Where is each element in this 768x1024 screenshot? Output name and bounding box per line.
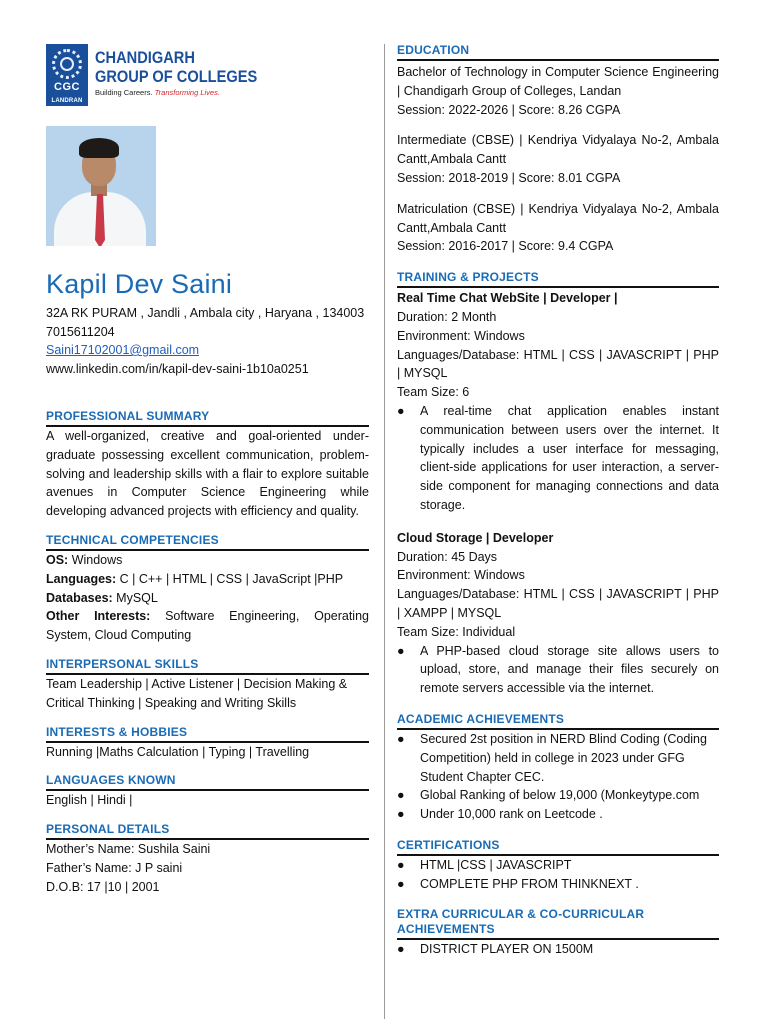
tech-other-interests: Other Interests: Software Engineering, Operating System, Cloud Computing [46, 609, 369, 643]
education-session: Session: 2016-2017 | Score: 9.4 CGPA [397, 239, 614, 254]
seal-location: LANDRAN [51, 98, 83, 104]
project-item [397, 289, 719, 515]
project-duration: Duration: 45 Days [397, 549, 498, 564]
list-item: ● A real-time chat application enables instant communication between users over the internet. It typically includes a user interface for messaging, client-side applications for user interaction, a server-side component for managing connections and data storage. [397, 403, 719, 512]
section-heading: PERSONAL DETAILS [46, 822, 369, 840]
section-heading: ACADEMIC ACHIEVEMENTS [397, 712, 719, 730]
bullet-icon: ● [397, 403, 405, 418]
left-column [46, 44, 369, 897]
section-heading: CERTIFICATIONS [397, 838, 719, 856]
list-item: ● DISTRICT PLAYER ON 1500M [397, 940, 719, 959]
personal-section [46, 822, 369, 896]
technical-section [46, 533, 369, 645]
bullet-icon: ● [397, 876, 405, 891]
tech-os: OS: Windows [46, 552, 123, 567]
section-heading: EXTRA CURRICULAR & CO-CURRICULAR ACHIEVEMENTS [397, 907, 719, 940]
project-team-size: Team Size: 6 [397, 385, 470, 400]
gear-icon [52, 49, 82, 79]
section-heading: EDUCATION [397, 43, 719, 61]
education-title: Matriculation (CBSE) | Kendriya Vidyalaya No-2, Ambala Cantt,Ambala Cantt [397, 201, 719, 235]
tagline-part-2: Transforming Lives. [154, 88, 220, 97]
project-languages: Languages/Database: HTML | CSS | JAVASCRIPT | PHP | XAMPP | MYSQL [397, 587, 719, 620]
interpersonal-text: Team Leadership | Active Listener | Decision Making & Critical Thinking | Speaking and Writing Skills [46, 676, 348, 710]
certifications-section [397, 838, 719, 894]
project-title: Real Time Chat WebSite | Developer | [397, 291, 618, 306]
project-item [397, 529, 719, 698]
extracurricular-list [397, 940, 719, 959]
bullet-icon: ● [397, 731, 405, 746]
academic-list [397, 730, 719, 824]
right-column [397, 43, 719, 959]
interests-section [46, 725, 369, 762]
column-divider [384, 44, 385, 1019]
project-environment: Environment: Windows [397, 568, 525, 583]
project-team-size: Team Size: Individual [397, 624, 516, 639]
education-item [397, 63, 719, 119]
email-link[interactable]: Saini17102001@gmail.com [46, 343, 200, 357]
linkedin-url[interactable]: www.linkedin.com/in/kapil-dev-saini-1b10a0251 [46, 361, 309, 376]
interpersonal-section [46, 657, 369, 713]
education-session: Session: 2022-2026 | Score: 8.26 CGPA [397, 102, 621, 117]
section-heading: INTERPERSONAL SKILLS [46, 657, 369, 675]
contact-block [46, 304, 369, 378]
project-environment: Environment: Windows [397, 328, 525, 343]
education-title: Intermediate (CBSE) | Kendriya Vidyalaya No-2, Ambala Cantt,Ambala Cantt [397, 133, 719, 167]
languages-text: English | Hindi | [46, 793, 133, 808]
phone-number: 7015611204 [46, 324, 115, 339]
date-of-birth: D.O.B: 17 |10 | 2001 [46, 879, 160, 894]
address: 32A RK PURAM , Jandli , Ambala city , Haryana , 134003 [46, 306, 365, 320]
project-duration: Duration: 2 Month [397, 309, 497, 324]
section-heading: INTERESTS & HOBBIES [46, 725, 369, 743]
project-bullets [397, 642, 719, 698]
tech-languages: Languages: C | C++ | HTML | CSS | JavaScript |PHP [46, 571, 344, 586]
bullet-icon: ● [397, 643, 405, 658]
tagline-part-1: Building Careers. [95, 88, 155, 97]
list-item: ● HTML |CSS | JAVASCRIPT [397, 856, 719, 875]
list-item: ● COMPLETE PHP FROM THINKNEXT . [397, 875, 719, 894]
college-logo [46, 44, 369, 106]
tech-databases: Databases: MySQL [46, 590, 158, 605]
interests-text: Running |Maths Calculation | Typing | Travelling [46, 744, 310, 759]
section-heading: TECHNICAL COMPETENCIES [46, 533, 369, 551]
extracurricular-section [397, 907, 719, 959]
project-title: Cloud Storage | Developer [397, 530, 554, 545]
bullet-icon: ● [397, 807, 405, 822]
father-name: Father’s Name: J P saini [46, 860, 183, 875]
education-section [397, 43, 719, 256]
bullet-icon: ● [397, 942, 405, 957]
list-item: ● Secured 2st position in NERD Blind Coding (Coding Competition) held in college in 2023 under GFG Student Chapter CEC. [397, 731, 707, 784]
summary-text: A well-organized, creative and goal-oriented under-graduate possessing excellent communication, problem-solving and leadership skills with a flair to explore suitable avenues in Computer Science Engineering while developing advanced projects with efficiency and quality. [46, 429, 369, 519]
list-item: ● Under 10,000 rank on Leetcode . [397, 805, 719, 824]
logo-tagline [95, 88, 284, 97]
section-heading: PROFESSIONAL SUMMARY [46, 409, 369, 427]
languages-section [46, 773, 369, 810]
section-heading: LANGUAGES KNOWN [46, 773, 369, 791]
education-title: Bachelor of Technology in Computer Science Engineering | Chandigarh Group of Colleges, Landan [397, 65, 719, 98]
academic-section [397, 712, 719, 824]
list-item: ● A PHP-based cloud storage site allows users to upload, store, and manage their files securely on remote servers accessible via the internet. [397, 643, 719, 696]
seal-abbreviation: CGC [54, 81, 80, 93]
mother-name: Mother’s Name: Sushila Saini [46, 842, 211, 857]
summary-section [46, 409, 369, 521]
education-item [397, 200, 719, 256]
bullet-icon: ● [397, 857, 405, 872]
bullet-icon: ● [397, 788, 405, 803]
project-languages: Languages/Database: HTML | CSS | JAVASCRIPT | PHP | MYSQL [397, 347, 719, 381]
training-section [397, 270, 719, 698]
certifications-list [397, 856, 719, 894]
section-heading: TRAINING & PROJECTS [397, 270, 719, 288]
candidate-name: Kapil Dev Saini [46, 269, 233, 299]
education-item [397, 131, 719, 187]
logo-line-1: CHANDIGARH [95, 48, 195, 67]
education-session: Session: 2018-2019 | Score: 8.01 CGPA [397, 170, 621, 185]
logo-wordmark [95, 44, 284, 97]
college-seal-icon [46, 44, 88, 106]
project-bullets [397, 402, 719, 515]
logo-line-2: GROUP OF COLLEGES [95, 67, 258, 86]
list-item: ● Global Ranking of below 19,000 (Monkeytype.com [397, 786, 719, 805]
profile-photo [46, 126, 156, 246]
